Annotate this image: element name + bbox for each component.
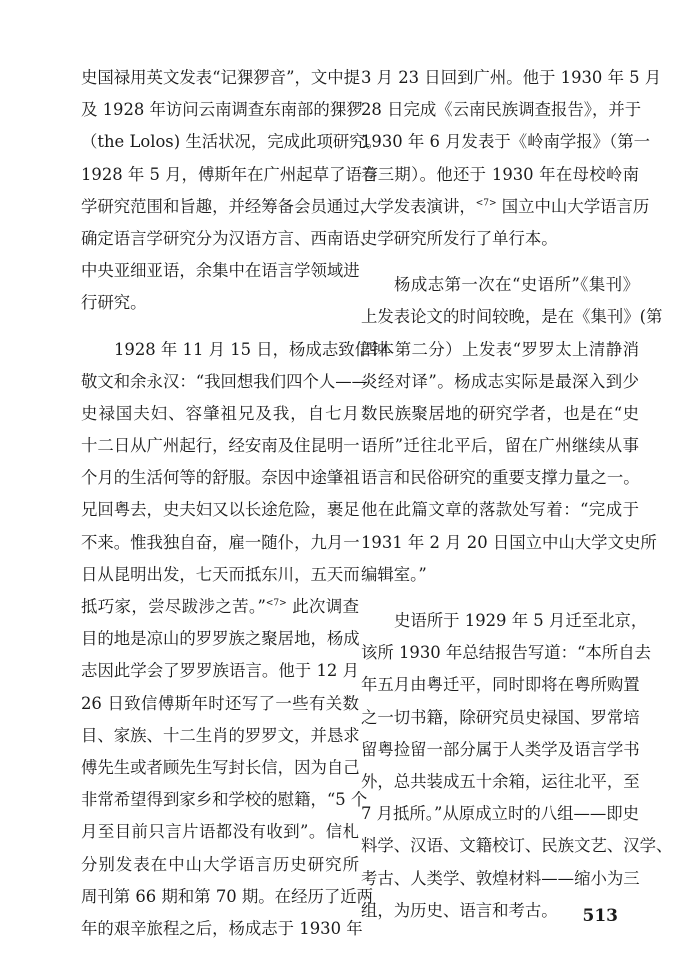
text-line-with-note (361, 191, 650, 223)
text-line-with-note (81, 591, 359, 623)
text-line: 外，总共装成五十余箱，运往北平，至 (361, 771, 640, 791)
page-number: 513 (582, 906, 618, 926)
text-line: 学研究范围和旨趣，并经筹备会员通过， (81, 196, 377, 216)
text-line: 兄回粤去，史夫妇又以长途危险，裹足 (81, 500, 360, 520)
text-after-note: 国立中山大学语言历 (496, 196, 650, 216)
text-line: 卷三期）。他还于 1930 年在母校岭南 (361, 164, 639, 184)
text-line: 周刊第 66 期和第 70 期。在经历了近两 (81, 886, 374, 906)
text-line: 他在此篇文章的落款处写着：“完成于 (361, 500, 639, 520)
text-line: 年的艰辛旅程之后，杨成志于 1930 年 (81, 918, 363, 938)
text-line: 史禄国夫妇、容肇祖兄及我，自七月 (81, 403, 359, 423)
text-line: 及 1928 年访问云南调查东南部的猓猡 (81, 100, 363, 120)
text-line: 非常希望得到家乡和学校的慰籍，“5 个 (81, 790, 368, 810)
text-line: 十二日从广州起行，经安南及住昆明一 (81, 436, 360, 456)
left-column (81, 62, 388, 945)
text-line: 中央亚细亚语，余集中在语言学领域进 (81, 261, 360, 281)
text-line: （the Lolos) 生活状况，完成此项研究。 (81, 132, 383, 152)
text-line: 四本第二分）上发表“罗罗太上清静消 (361, 339, 639, 359)
text-line: 月至目前只言片语都没有收到”。信札 (81, 822, 359, 842)
text-line: 志因此学会了罗罗族语言。他于 12 月 (81, 661, 359, 681)
right-column (361, 62, 673, 927)
text-line: 语所”迁往北平后，留在广州继续从事 (361, 436, 639, 456)
text-line: 语言和民俗研究的重要支撑力量之一。 (361, 468, 640, 488)
text-line: 26 日致信傅斯年时还写了一些有关数 (81, 693, 359, 713)
text-line: 上发表论文的时间较晚，是在《集刊》(第 (361, 307, 663, 327)
text-line: 史国禄用英文发表“记猓猡音”，文中提 (81, 68, 361, 87)
text-after-note: 此次调查 (286, 597, 359, 616)
footnote-marker: <7> (265, 598, 287, 609)
footnote-marker: <7> (475, 198, 497, 209)
text-line: 1931 年 2 月 20 日国立中山大学文史所 (361, 532, 657, 552)
text-line: 杨成志第一次在“史语所”《集刊》 (394, 275, 639, 295)
quote-end-text: 抵巧家，尝尽跋涉之苦。” (81, 597, 266, 616)
text-line: 数民族聚居地的研究学者，也是在“史 (361, 403, 639, 423)
text-line: 留粤捡留一部分属于人类学及语言学书 (361, 739, 640, 759)
text-line: 考古、人类学、敦煌材料——缩小为三 (361, 868, 640, 888)
text-before-note: 大学发表演讲， (361, 196, 476, 216)
text-line: 日从昆明出发，七天而抵东川，五天而 (81, 564, 360, 584)
text-line: 史学研究所发行了单行本。 (361, 228, 558, 248)
text-line: 史语所于 1929 年 5 月迁至北京， (394, 611, 648, 630)
text-line: 确定语言学研究分为汉语方言、西南语、 (81, 228, 377, 248)
text-line: 目、家族、十二生肖的罗罗文，并恳求 (81, 725, 360, 745)
text-line: 敬文和余永汉：“我回想我们四个人—— (81, 371, 369, 391)
text-line: 之一切书籍，除研究员史禄国、罗常培 (361, 707, 640, 727)
text-line: 1928 年 5 月，傅斯年在广州起草了语言 (81, 164, 379, 184)
text-line: 行研究。 (81, 293, 147, 313)
text-line: 年五月由粤迁平，同时即将在粤所购置 (361, 675, 640, 695)
text-line: 1928 年 11 月 15 日，杨成志致信钟 (114, 339, 388, 359)
text-line: 1930 年 6 月发表于《岭南学报》（第一 (361, 132, 651, 152)
text-line: 料学、汉语、文籍校订、民族文艺、汉学、 (361, 836, 673, 856)
text-line: 目的地是凉山的罗罗族之聚居地，杨成 (81, 629, 360, 649)
text-line: 炎经对译”。杨成志实际是最深入到少 (361, 371, 639, 391)
text-line: 不来。惟我独自奋，雇一随仆，九月一 (81, 532, 360, 552)
text-line: 编辑室。” (361, 564, 427, 584)
text-line: 个月的生活何等的舒服。奈因中途肇祖 (81, 468, 360, 488)
text-line: 28 日完成《云南民族调查报告》，并于 (361, 100, 642, 120)
text-line: 组，为历史、语言和考古。 (361, 900, 558, 920)
text-line: 3 月 23 日回到广州。他于 1930 年 5 月 (361, 68, 662, 87)
text-line: 7 月抵所。”从原成立时的八组——即史 (361, 804, 640, 824)
text-line: 该所 1930 年总结报告写道：“本所自去 (361, 643, 651, 663)
text-line: 傅先生或者顾先生写封长信，因为自己 (81, 757, 360, 777)
text-line: 分别发表在中山大学语言历史研究所 (81, 854, 359, 874)
